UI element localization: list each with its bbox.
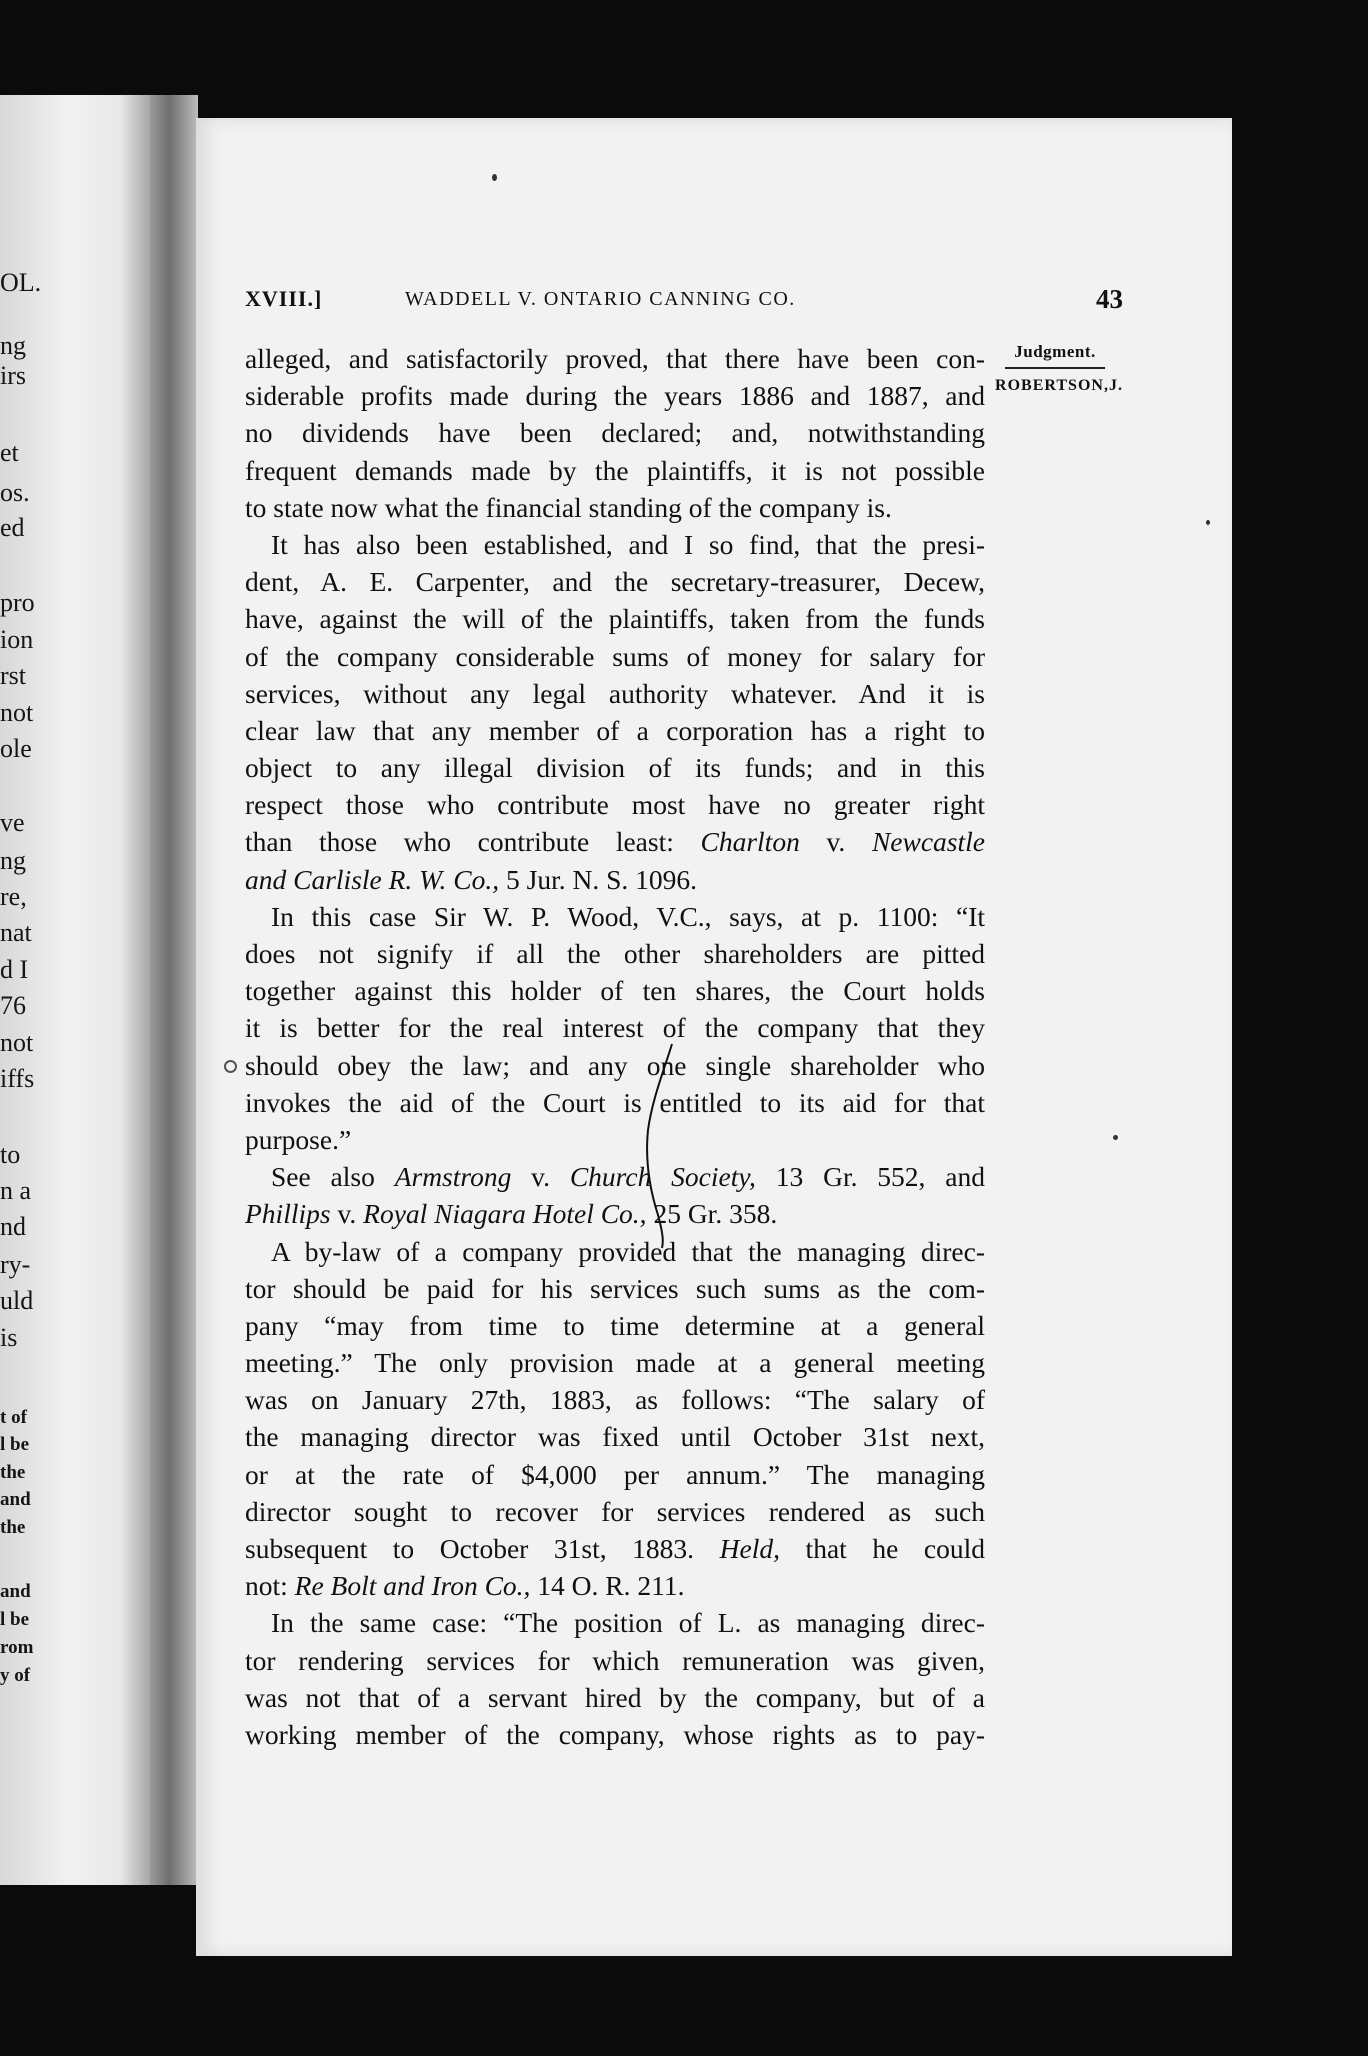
line-text: 25 Gr. 358. [646,1198,778,1230]
text-line [245,526,985,563]
line-text: v. [799,826,872,858]
line-text: pany “may from time to time determine at a general [245,1309,985,1341]
line-text: services, without any legal authority whatever. And it is [245,677,985,709]
text-line [245,1158,985,1195]
facing-page-fragment: ng [0,846,26,875]
facing-page-fragment: to [0,1140,21,1169]
line-text: v. [511,1161,570,1193]
line-text: was not that of a servant hired by the company, but of a [245,1681,985,1713]
line-text: tor should be paid for his services such sums as the com- [245,1272,985,1304]
citation-text: and Carlisle R. W. Co., [245,863,500,895]
text-line [245,972,985,1009]
facing-page-fragment: and [0,1489,31,1510]
facing-page-fragment: ed [0,513,25,542]
facing-page-fragment: os. [0,478,30,507]
text-line [245,1084,985,1121]
pen-mark [640,1040,680,1250]
facing-page-fragment: ole [0,734,32,763]
facing-page-fragment: irs [0,361,26,390]
citation-text: Phillips [245,1198,331,1230]
line-text: frequent demands made by the plaintiffs, it is not possible [245,454,985,486]
citation-text: Re Bolt and Iron Co., [294,1570,531,1602]
margin-note-judge: ROBERTSON,J. [995,377,1123,394]
volume-label: XVIII.] [245,286,323,311]
line-text: dent, A. E. Carpenter, and the secretary-treasurer, Decew, [245,566,985,598]
margin-note-rule [1005,367,1105,369]
text-line [245,340,985,377]
line-text: does not signify if all the other shareholders are pitted [245,938,985,969]
text-line [245,377,985,414]
citation-text: Church Society, [569,1161,756,1193]
text-line [245,1456,985,1493]
line-text: together against this holder of ten shares, the Court holds [245,975,985,1007]
facing-page-fragment: nd [0,1212,26,1241]
facing-page-fragment: the [0,1517,26,1538]
line-text: In the same case: “The position of L. as managing direc- [271,1607,985,1639]
text-line [245,563,985,600]
line-text: respect those who contribute most have no greater right [245,789,985,821]
text-line [245,1679,985,1716]
line-text: subsequent to October 31st, 1883. [245,1533,720,1564]
line-text: See also [271,1161,395,1193]
text-line [245,452,985,489]
text-line [245,1642,985,1679]
line-text: that he could [779,1533,985,1564]
text-line [245,898,985,935]
line-text: director sought to recover for services rendered as such [245,1495,985,1527]
text-line [245,1344,985,1381]
line-text: It has also been established, and I so find, that the presi- [271,528,985,560]
text-line [245,1121,985,1158]
text-line [245,1530,985,1567]
text-line [245,1567,985,1604]
line-text: not: [245,1570,295,1602]
facing-page-fragment: t of [0,1407,27,1428]
facing-page-fragment: re, [0,882,27,911]
text-line [245,600,985,637]
facing-page-fragment: 76 [0,991,26,1020]
line-text: the managing director was fixed until October 31st next, [245,1421,985,1453]
line-text: tor rendering services for which remuneration was given, [245,1644,985,1676]
line-text: invokes the aid of the Court is entitled to its aid for that [245,1086,985,1118]
facing-page-fragment: ve [0,808,25,837]
facing-page-fragment: pro [0,588,35,617]
text-line [245,1716,985,1753]
facing-page-fragment: the [0,1462,26,1483]
facing-page-fragment: rom [0,1637,34,1658]
line-text: v. [330,1198,364,1230]
facing-page-fragment: n a [0,1176,32,1205]
line-text: object to any illegal division of its funds; and in this [245,752,985,784]
text-line [245,1270,985,1307]
line-text: than those who contribute least: [245,826,701,858]
facing-page-fragment: uld [0,1286,34,1315]
line-text: of the company considerable sums of money for salary for [245,640,985,672]
text-line [245,861,985,898]
page-speck [224,1060,237,1073]
text-line [245,823,985,860]
line-text: A by-law of a company provided that the managing direc- [271,1235,985,1267]
page-speck [492,174,497,181]
line-text: no dividends have been declared; and, notwithstanding [245,417,985,449]
text-line [245,1493,985,1530]
facing-page-fragment: ry- [0,1250,31,1279]
line-text: 14 O. R. 211. [530,1570,685,1602]
page-number: 43 [1096,284,1123,314]
text-line [245,1381,985,1418]
facing-page-fragment: iffs [0,1064,35,1093]
line-text: have, against the will of the plaintiffs, taken from the funds [245,603,985,635]
facing-page-fragment: is [0,1323,18,1352]
facing-page-fragment: l be [0,1434,30,1455]
line-text: should obey the law; and any one single shareholder who [245,1049,985,1081]
line-text: 13 Gr. 552, and [755,1161,985,1193]
line-text: siderable profits made during the years 1886 and 1887, and [245,380,985,412]
facing-page-fragment: and [0,1581,31,1602]
line-text: In this case Sir W. P. Wood, V.C., says, at p. 1100: “It [271,900,985,932]
facing-page-fragment: OL. [0,268,42,297]
line-text: purpose.” [245,1123,352,1155]
facing-page-fragment: d I [0,955,29,984]
running-head [245,286,1123,322]
book-gutter [150,95,198,1885]
text-line [245,675,985,712]
facing-page-fragment: l be [0,1609,30,1630]
page-speck [1113,1135,1118,1140]
text-line [245,1195,985,1232]
citation-text: Armstrong [394,1161,512,1193]
text-line [245,1009,985,1046]
text-line [245,638,985,675]
citation-text: Charlton [700,826,800,858]
facing-page-fragment: nat [0,918,32,947]
page-speck [1206,520,1210,525]
margin-note-heading: Judgment. [1014,342,1096,361]
citation-text: Royal Niagara Hotel Co., [363,1198,647,1230]
facing-page-fragment: et [0,438,19,467]
line-text: to state now what the financial standing of the company is. [245,491,892,523]
text-line [245,1047,985,1084]
citation-text: Newcastle [871,826,985,858]
text-line [245,414,985,451]
text-line [245,1418,985,1455]
line-text: working member of the company, whose rights as to pay- [245,1718,985,1750]
facing-page-fragment: not [0,1028,34,1057]
text-line [245,1307,985,1344]
text-line [245,1233,985,1270]
text-line [245,749,985,786]
facing-page-fragment: ng [0,331,26,360]
line-text: was on January 27th, 1883, as follows: “The salary of [245,1384,985,1416]
body-text [245,340,985,1753]
facing-page-fragment: y of [0,1665,31,1686]
line-text: it is better for the real interest of the company that they [245,1012,985,1044]
margin-note [985,342,1125,395]
running-title: WADDELL V. ONTARIO CANNING CO. [405,288,796,310]
line-text: meeting.” The only provision made at a general meeting [245,1347,985,1379]
text-line [245,786,985,823]
line-text: clear law that any member of a corporation has a right to [245,714,985,746]
line-text: or at the rate of $4,000 per annum.” The managing [245,1458,985,1490]
line-text: 5 Jur. N. S. 1096. [499,863,698,895]
text-line [245,712,985,749]
text-line [245,1604,985,1641]
text-line [245,935,985,972]
facing-page-fragment: not [0,698,34,727]
facing-page-fragment: rst [0,661,26,690]
facing-page-fragment: ion [0,625,34,654]
line-text: alleged, and satisfactorily proved, that there have been con- [245,343,985,374]
citation-text: Held, [719,1533,780,1564]
text-line [245,489,985,526]
